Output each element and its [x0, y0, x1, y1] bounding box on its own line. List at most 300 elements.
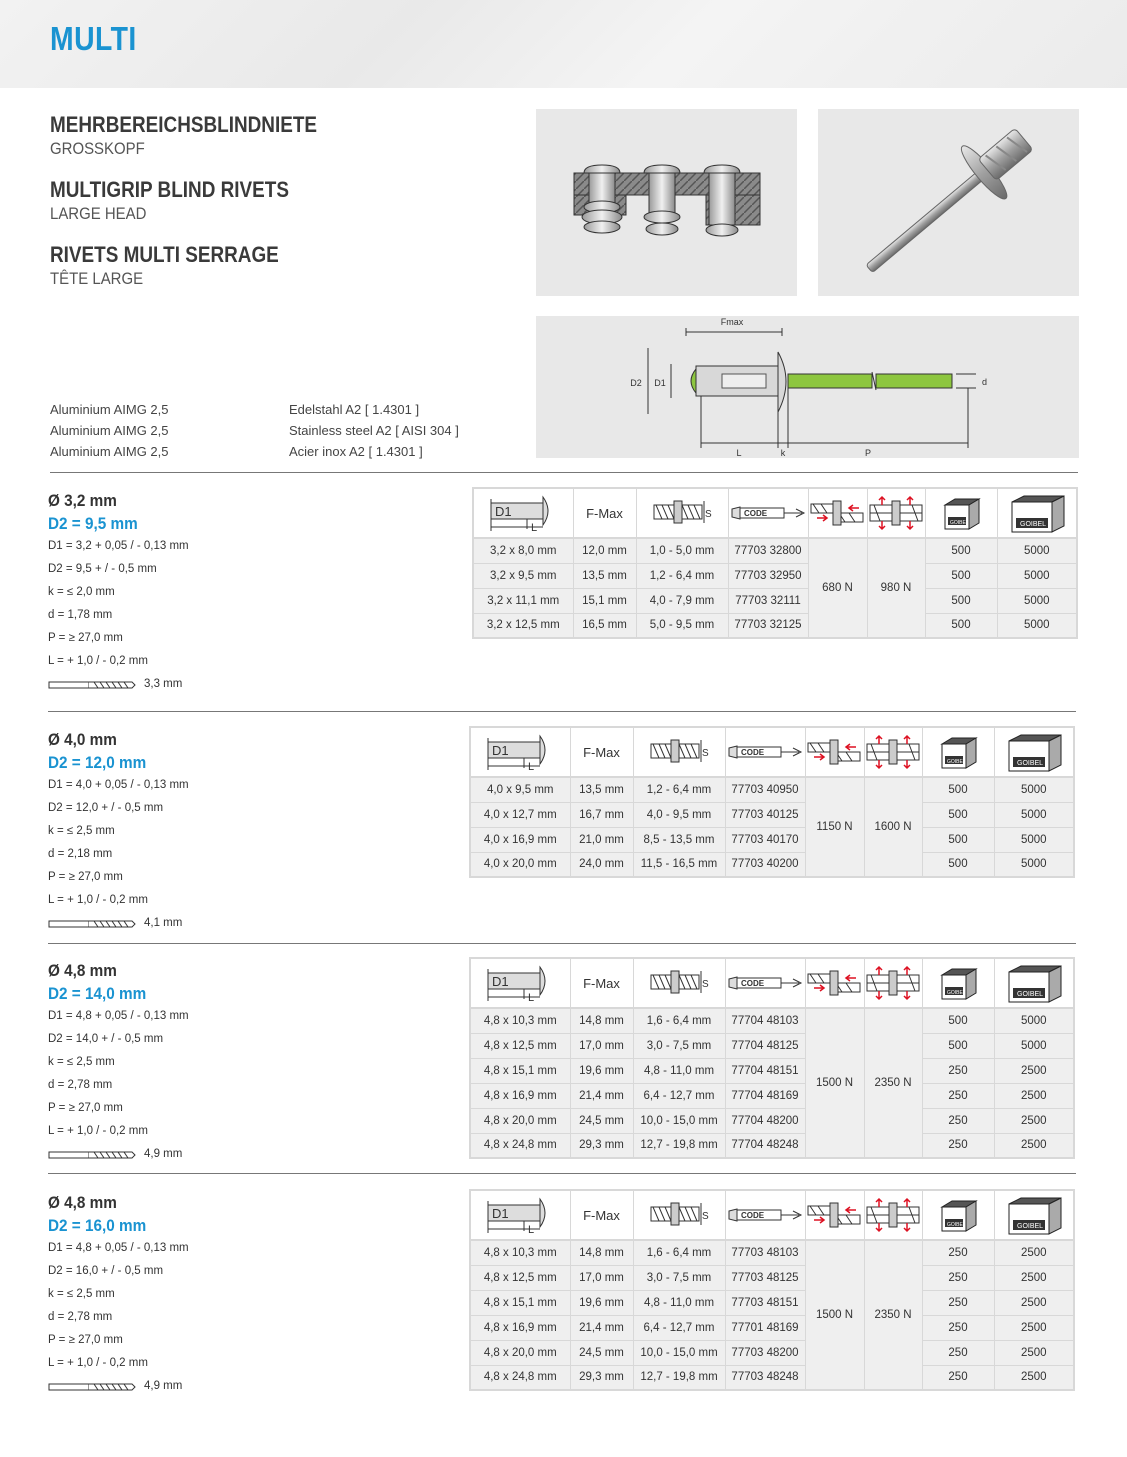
cell-fmax: 14,8 mm	[570, 1240, 633, 1265]
table-row	[470, 802, 1074, 827]
svg-text:D1: D1	[492, 1206, 509, 1221]
cell-large-box: 2500	[994, 1265, 1074, 1290]
rivet-size-icon	[484, 974, 556, 1003]
svg-text:CODE: CODE	[741, 748, 765, 757]
svg-text:GOIBEL: GOIBEL	[1016, 991, 1043, 998]
rivet-size-icon	[487, 504, 559, 533]
diagram-d1-label: D1	[654, 378, 666, 388]
cell-large-box: 2500	[994, 1240, 1074, 1265]
head-diameter-title: D2 = 9,5 mm	[48, 514, 138, 533]
table-row	[470, 1108, 1074, 1133]
cell-large-box: 5000	[994, 777, 1074, 802]
cell-grip: 12,7 - 19,8 mm	[633, 1133, 725, 1158]
table-row	[470, 1133, 1074, 1158]
cell-small-box: 250	[922, 1265, 994, 1290]
cell-fmax: 19,6 mm	[570, 1058, 633, 1083]
cell-grip: 4,8 - 11,0 mm	[633, 1290, 725, 1315]
cell-fmax: 21,4 mm	[570, 1315, 633, 1340]
svg-text:CODE: CODE	[741, 979, 765, 988]
svg-text:CODE: CODE	[741, 1211, 765, 1220]
cell-fmax: 14,8 mm	[570, 1008, 633, 1033]
cell-fmax: 24,0 mm	[570, 852, 633, 877]
drill-size	[48, 1375, 448, 1398]
spec-line: d = 2,78 mm	[48, 1079, 113, 1091]
cell-code: 77701 48169	[725, 1315, 805, 1340]
head-diameter-title: D2 = 12,0 mm	[48, 753, 147, 772]
cell-fmax: 12,0 mm	[573, 538, 636, 563]
cell-fmax: 15,1 mm	[573, 588, 636, 613]
tensile-force-icon	[865, 746, 921, 758]
cell-code: 77703 40170	[725, 827, 805, 852]
svg-text:L: L	[528, 1224, 535, 1235]
header-tensile	[867, 488, 925, 538]
drill-bit-icon	[48, 920, 136, 928]
cell-large-box: 5000	[997, 538, 1077, 563]
diagram-fmax-label: Fmax	[720, 317, 744, 327]
spec-line: L = + 1,0 / - 0,2 mm	[48, 1125, 148, 1137]
cell-size: 4,8 x 16,9 mm	[470, 1083, 570, 1108]
cell-grip: 4,0 - 7,9 mm	[636, 588, 728, 613]
cell-code: 77703 48125	[725, 1265, 805, 1290]
rivet-table	[469, 726, 1075, 878]
spec-line: P = ≥ 27,0 mm	[48, 1102, 123, 1114]
header-small-box	[925, 488, 997, 538]
svg-text:D1: D1	[495, 504, 512, 519]
small-box-icon	[941, 507, 981, 526]
shear-force-icon	[806, 1209, 864, 1221]
cell-size: 4,8 x 24,8 mm	[470, 1365, 570, 1390]
cell-size: 4,8 x 15,1 mm	[470, 1058, 570, 1083]
header-small-box	[922, 958, 994, 1008]
table-row	[470, 1033, 1074, 1058]
svg-text:S: S	[705, 509, 712, 520]
spec-line: P = ≥ 27,0 mm	[48, 632, 123, 644]
code-icon	[727, 977, 803, 989]
svg-text:CODE: CODE	[744, 509, 768, 518]
shear-force-icon	[806, 977, 864, 989]
material-body-en: Aluminium AIMG 2,5	[50, 423, 169, 438]
cell-shear-force: 1500 N	[805, 1008, 864, 1158]
spec-line: k = ≤ 2,0 mm	[48, 586, 115, 598]
cell-fmax: 16,7 mm	[570, 802, 633, 827]
cell-code: 77703 40200	[725, 852, 805, 877]
cell-size: 4,8 x 20,0 mm	[470, 1340, 570, 1365]
rivet-cross-section-image	[536, 109, 797, 296]
header-grip	[633, 1190, 725, 1240]
large-box-icon	[1005, 977, 1063, 998]
cell-large-box: 5000	[997, 613, 1077, 638]
cell-size: 3,2 x 12,5 mm	[473, 613, 573, 638]
page-header	[0, 0, 1127, 88]
table-row	[473, 588, 1077, 613]
divider	[48, 943, 1076, 944]
cell-small-box: 500	[922, 777, 994, 802]
grip-range-icon	[649, 746, 709, 758]
svg-text:S: S	[702, 748, 709, 759]
cell-grip: 4,8 - 11,0 mm	[633, 1058, 725, 1083]
material-mandrel-en: Stainless steel A2 [ AISI 304 ]	[289, 423, 459, 438]
material-body-de: Aluminium AIMG 2,5	[50, 402, 169, 417]
header-tensile	[864, 958, 922, 1008]
cell-code: 77704 48200	[725, 1108, 805, 1133]
drill-size-value: 4,9 mm	[144, 1148, 183, 1160]
table-row	[473, 538, 1077, 563]
drill-bit-icon	[48, 1151, 136, 1159]
cell-large-box: 2500	[994, 1315, 1074, 1340]
spec-line: k = ≤ 2,5 mm	[48, 1288, 115, 1300]
spec-block	[48, 728, 448, 935]
cell-tensile-force: 980 N	[867, 538, 925, 638]
cell-size: 4,0 x 20,0 mm	[470, 852, 570, 877]
spec-line: D1 = 4,8 + 0,05 / - 0,13 mm	[48, 1010, 189, 1022]
spec-line: P = ≥ 27,0 mm	[48, 871, 123, 883]
cell-small-box: 500	[922, 852, 994, 877]
cell-fmax: 24,5 mm	[570, 1340, 633, 1365]
cell-code: 77703 48248	[725, 1365, 805, 1390]
table-row	[470, 1340, 1074, 1365]
cell-grip: 12,7 - 19,8 mm	[633, 1365, 725, 1390]
large-box-icon	[1005, 1209, 1063, 1230]
spec-line: d = 1,78 mm	[48, 609, 113, 621]
svg-text:D1: D1	[492, 974, 509, 989]
head-diameter-title: D2 = 14,0 mm	[48, 984, 147, 1003]
spec-block	[48, 959, 448, 1166]
material-mandrel-fr: Acier inox A2 [ 1.4301 ]	[289, 444, 423, 459]
spec-line: D2 = 12,0 + / - 0,5 mm	[48, 802, 164, 814]
code-icon	[730, 507, 806, 519]
header-size	[470, 1190, 570, 1240]
cell-code: 77703 32111	[728, 588, 808, 613]
tensile-force-icon	[868, 507, 924, 519]
diagram-l-label: L	[736, 448, 742, 458]
header-grip	[633, 958, 725, 1008]
cell-fmax: 24,5 mm	[570, 1108, 633, 1133]
cell-large-box: 5000	[994, 852, 1074, 877]
cell-code: 77704 48169	[725, 1083, 805, 1108]
divider	[50, 472, 1078, 473]
spec-line: L = + 1,0 / - 0,2 mm	[48, 894, 148, 906]
diameter-title: Ø 4,0 mm	[48, 730, 117, 749]
cell-grip: 3,0 - 7,5 mm	[633, 1033, 725, 1058]
cell-code: 77704 48151	[725, 1058, 805, 1083]
cell-code: 77703 48103	[725, 1240, 805, 1265]
cell-large-box: 5000	[997, 588, 1077, 613]
heading-en: MULTIGRIP BLIND RIVETS	[50, 177, 289, 202]
header-small-box	[922, 1190, 994, 1240]
cell-code: 77703 32800	[728, 538, 808, 563]
cell-size: 4,0 x 9,5 mm	[470, 777, 570, 802]
svg-text:S: S	[702, 1211, 709, 1222]
spec-line: P = ≥ 27,0 mm	[48, 1334, 123, 1346]
cell-code: 77703 32125	[728, 613, 808, 638]
cell-small-box: 250	[922, 1365, 994, 1390]
cell-size: 4,0 x 12,7 mm	[470, 802, 570, 827]
cell-small-box: 250	[922, 1315, 994, 1340]
diagram-d-label: d	[982, 377, 988, 387]
header-large-box	[997, 488, 1077, 538]
svg-text:L: L	[528, 761, 535, 772]
cell-fmax: 13,5 mm	[570, 777, 633, 802]
header-code	[725, 958, 805, 1008]
cell-tensile-force: 1600 N	[864, 777, 922, 877]
cell-small-box: 250	[922, 1290, 994, 1315]
cell-size: 4,8 x 12,5 mm	[470, 1265, 570, 1290]
cell-grip: 10,0 - 15,0 mm	[633, 1108, 725, 1133]
table-row	[470, 827, 1074, 852]
large-box-icon	[1005, 746, 1063, 767]
rivet-table	[469, 957, 1075, 1159]
cell-small-box: 500	[922, 827, 994, 852]
cell-size: 4,8 x 10,3 mm	[470, 1008, 570, 1033]
spec-line: D2 = 14,0 + / - 0,5 mm	[48, 1033, 164, 1045]
cell-large-box: 2500	[994, 1058, 1074, 1083]
cell-fmax: 21,0 mm	[570, 827, 633, 852]
cell-grip: 11,5 - 16,5 mm	[633, 852, 725, 877]
rivet-size-icon	[484, 743, 556, 772]
svg-text:GOIBEL: GOIBEL	[1016, 1223, 1043, 1230]
grip-range-icon	[649, 1209, 709, 1221]
header-size	[470, 958, 570, 1008]
cell-small-box: 250	[922, 1108, 994, 1133]
svg-text:GOIBEL: GOIBEL	[947, 759, 966, 765]
cell-small-box: 250	[922, 1240, 994, 1265]
cell-code: 77704 48248	[725, 1133, 805, 1158]
head-diameter-title: D2 = 16,0 mm	[48, 1216, 147, 1235]
cell-large-box: 5000	[994, 1008, 1074, 1033]
rivet-photo-image	[818, 109, 1079, 296]
diagram-p-label: P	[864, 448, 872, 458]
cell-large-box: 2500	[994, 1133, 1074, 1158]
header-tensile	[864, 727, 922, 777]
table-row	[473, 563, 1077, 588]
table-row	[473, 613, 1077, 638]
header-fmax: F-Max	[570, 1190, 633, 1240]
diameter-title: Ø 3,2 mm	[48, 491, 117, 510]
cell-code: 77703 40125	[725, 802, 805, 827]
table-row	[470, 1008, 1074, 1033]
cell-grip: 4,0 - 9,5 mm	[633, 802, 725, 827]
rivet-table	[469, 1189, 1075, 1391]
drill-size	[48, 1143, 448, 1166]
cell-code: 77703 48200	[725, 1340, 805, 1365]
header-tensile	[864, 1190, 922, 1240]
spec-block	[48, 489, 448, 696]
svg-text:L: L	[531, 522, 538, 533]
header-shear	[805, 958, 864, 1008]
cell-fmax: 16,5 mm	[573, 613, 636, 638]
cell-size: 4,0 x 16,9 mm	[470, 827, 570, 852]
table-row	[470, 1240, 1074, 1265]
cell-grip: 6,4 - 12,7 mm	[633, 1083, 725, 1108]
cell-grip: 8,5 - 13,5 mm	[633, 827, 725, 852]
cell-tensile-force: 2350 N	[864, 1240, 922, 1390]
cell-large-box: 2500	[994, 1365, 1074, 1390]
cell-tensile-force: 2350 N	[864, 1008, 922, 1158]
cell-fmax: 29,3 mm	[570, 1365, 633, 1390]
spec-line: L = + 1,0 / - 0,2 mm	[48, 1357, 148, 1369]
subheading-en: LARGE HEAD	[50, 204, 147, 223]
small-box-icon	[938, 1209, 978, 1228]
header-code	[725, 1190, 805, 1240]
spec-block	[48, 1191, 448, 1398]
svg-text:GOIBEL: GOIBEL	[950, 520, 969, 526]
cell-small-box: 500	[925, 588, 997, 613]
cell-small-box: 250	[922, 1058, 994, 1083]
svg-text:GOIBEL: GOIBEL	[947, 990, 966, 996]
cell-size: 4,8 x 10,3 mm	[470, 1240, 570, 1265]
cell-fmax: 29,3 mm	[570, 1133, 633, 1158]
diagram-k-label: k	[780, 448, 786, 458]
cell-small-box: 500	[922, 1033, 994, 1058]
grip-range-icon	[649, 977, 709, 989]
cell-small-box: 500	[925, 613, 997, 638]
page-title: MULTI	[50, 20, 137, 57]
spec-line: L = + 1,0 / - 0,2 mm	[48, 655, 148, 667]
cell-fmax: 21,4 mm	[570, 1083, 633, 1108]
rivet-size-icon	[484, 1206, 556, 1235]
code-icon	[727, 746, 803, 758]
header-fmax: F-Max	[573, 488, 636, 538]
diameter-title: Ø 4,8 mm	[48, 961, 117, 980]
cell-size: 4,8 x 24,8 mm	[470, 1133, 570, 1158]
divider	[48, 711, 1076, 712]
cell-small-box: 250	[922, 1340, 994, 1365]
cell-grip: 10,0 - 15,0 mm	[633, 1340, 725, 1365]
cell-size: 3,2 x 9,5 mm	[473, 563, 573, 588]
cell-grip: 5,0 - 9,5 mm	[636, 613, 728, 638]
cell-grip: 1,2 - 6,4 mm	[636, 563, 728, 588]
cell-large-box: 5000	[994, 1033, 1074, 1058]
shear-force-icon	[809, 507, 867, 519]
subheading-de: GROSSKOPF	[50, 139, 145, 158]
cell-small-box: 500	[922, 1008, 994, 1033]
subheading-fr: TÊTE LARGE	[50, 269, 144, 288]
svg-text:GOIBEL: GOIBEL	[947, 1222, 966, 1228]
cell-grip: 1,2 - 6,4 mm	[633, 777, 725, 802]
heading-fr: RIVETS MULTI SERRAGE	[50, 242, 279, 267]
drill-size	[48, 673, 448, 696]
heading-de: MEHRBEREICHSBLINDNIETE	[50, 112, 318, 137]
cell-fmax: 17,0 mm	[570, 1033, 633, 1058]
cell-small-box: 500	[922, 802, 994, 827]
header-shear	[808, 488, 867, 538]
svg-text:D1: D1	[492, 743, 509, 758]
cell-size: 4,8 x 15,1 mm	[470, 1290, 570, 1315]
tensile-force-icon	[865, 977, 921, 989]
cell-code: 77703 40950	[725, 777, 805, 802]
drill-size	[48, 912, 448, 935]
large-box-icon	[1008, 507, 1066, 528]
cell-shear-force: 1500 N	[805, 1240, 864, 1390]
cell-size: 4,8 x 16,9 mm	[470, 1315, 570, 1340]
spec-line: k = ≤ 2,5 mm	[48, 1056, 115, 1068]
rivet-table	[472, 487, 1078, 639]
cell-large-box: 2500	[994, 1108, 1074, 1133]
header-shear	[805, 1190, 864, 1240]
header-large-box	[994, 958, 1074, 1008]
spec-line: D2 = 9,5 + / - 0,5 mm	[48, 563, 157, 575]
cell-code: 77704 48125	[725, 1033, 805, 1058]
spec-line: D1 = 4,0 + 0,05 / - 0,13 mm	[48, 779, 189, 791]
cell-size: 4,8 x 20,0 mm	[470, 1108, 570, 1133]
table-row	[470, 1058, 1074, 1083]
grip-range-icon	[652, 507, 712, 519]
cell-code: 77703 32950	[728, 563, 808, 588]
cell-size: 3,2 x 11,1 mm	[473, 588, 573, 613]
cell-grip: 1,6 - 6,4 mm	[633, 1008, 725, 1033]
cell-code: 77704 48103	[725, 1008, 805, 1033]
drill-size-value: 3,3 mm	[144, 678, 183, 690]
spec-line: d = 2,18 mm	[48, 848, 113, 860]
cell-shear-force: 680 N	[808, 538, 867, 638]
spec-line: D2 = 16,0 + / - 0,5 mm	[48, 1265, 164, 1277]
header-code	[728, 488, 808, 538]
material-mandrel-de: Edelstahl A2 [ 1.4301 ]	[289, 402, 420, 417]
header-small-box	[922, 727, 994, 777]
table-row	[470, 1265, 1074, 1290]
drill-size-value: 4,9 mm	[144, 1380, 183, 1392]
diameter-title: Ø 4,8 mm	[48, 1193, 117, 1212]
small-box-icon	[938, 977, 978, 996]
header-fmax: F-Max	[570, 727, 633, 777]
divider	[48, 1173, 1076, 1174]
cell-grip: 1,0 - 5,0 mm	[636, 538, 728, 563]
cell-fmax: 13,5 mm	[573, 563, 636, 588]
cell-large-box: 2500	[994, 1290, 1074, 1315]
cell-shear-force: 1150 N	[805, 777, 864, 877]
header-grip	[636, 488, 728, 538]
table-row	[470, 1315, 1074, 1340]
header-size	[473, 488, 573, 538]
material-body-fr: Aluminium AIMG 2,5	[50, 444, 169, 459]
cell-fmax: 19,6 mm	[570, 1290, 633, 1315]
svg-text:S: S	[702, 979, 709, 990]
table-row	[470, 1290, 1074, 1315]
spec-line: k = ≤ 2,5 mm	[48, 825, 115, 837]
header-large-box	[994, 1190, 1074, 1240]
tensile-force-icon	[865, 1209, 921, 1221]
cell-small-box: 500	[925, 538, 997, 563]
cell-small-box: 250	[922, 1083, 994, 1108]
header-grip	[633, 727, 725, 777]
table-row	[470, 777, 1074, 802]
table-row	[470, 1365, 1074, 1390]
table-row	[470, 1083, 1074, 1108]
cell-grip: 1,6 - 6,4 mm	[633, 1240, 725, 1265]
drill-size-value: 4,1 mm	[144, 917, 183, 929]
spec-line: D1 = 3,2 + 0,05 / - 0,13 mm	[48, 540, 189, 552]
spec-line: d = 2,78 mm	[48, 1311, 113, 1323]
svg-text:GOIBEL: GOIBEL	[1016, 760, 1043, 767]
cell-small-box: 250	[922, 1133, 994, 1158]
cell-size: 3,2 x 8,0 mm	[473, 538, 573, 563]
header-fmax: F-Max	[570, 958, 633, 1008]
table-row	[470, 852, 1074, 877]
shear-force-icon	[806, 746, 864, 758]
cell-grip: 6,4 - 12,7 mm	[633, 1315, 725, 1340]
rivet-dimension-diagram	[536, 316, 1079, 458]
cell-small-box: 500	[925, 563, 997, 588]
cell-grip: 3,0 - 7,5 mm	[633, 1265, 725, 1290]
cell-large-box: 5000	[994, 802, 1074, 827]
drill-bit-icon	[48, 681, 136, 689]
cell-size: 4,8 x 12,5 mm	[470, 1033, 570, 1058]
cell-large-box: 5000	[994, 827, 1074, 852]
diagram-d2-label: D2	[630, 378, 642, 388]
cell-large-box: 2500	[994, 1340, 1074, 1365]
drill-bit-icon	[48, 1383, 136, 1391]
cell-code: 77703 48151	[725, 1290, 805, 1315]
